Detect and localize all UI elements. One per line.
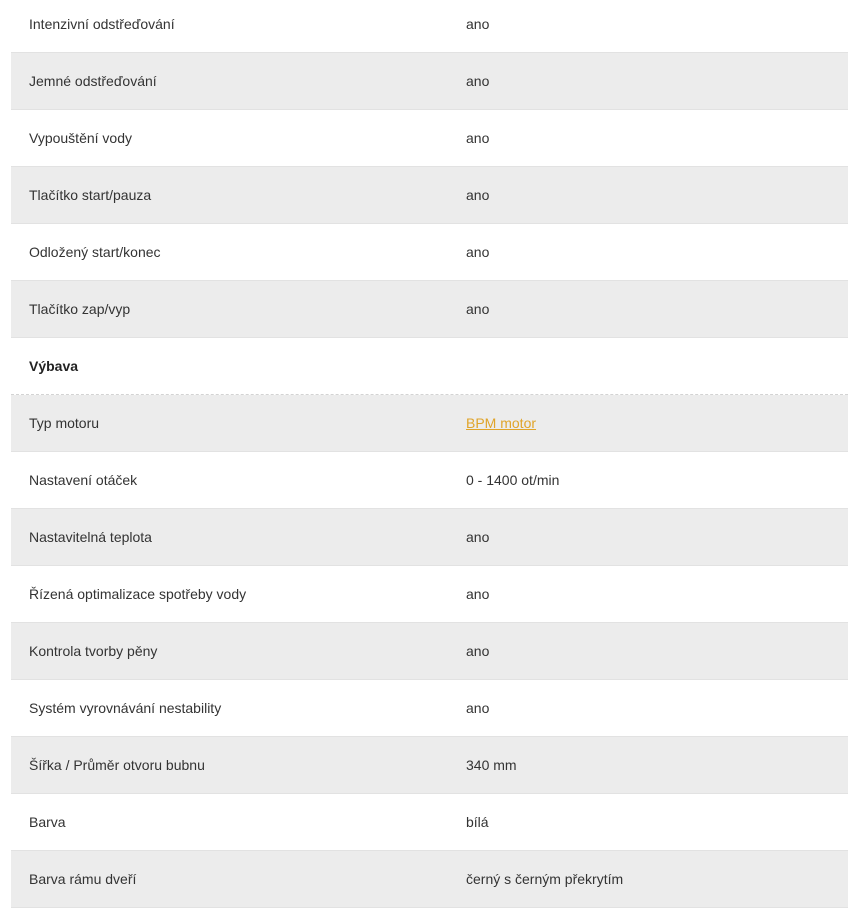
table-row bbox=[11, 509, 848, 566]
spec-value: ano bbox=[466, 529, 490, 545]
spec-value: bílá bbox=[466, 814, 489, 830]
table-row bbox=[11, 851, 848, 908]
table-row bbox=[11, 794, 848, 851]
spec-value: ano bbox=[466, 244, 490, 260]
spec-value: ano bbox=[466, 586, 490, 602]
spec-value: ano bbox=[466, 301, 490, 317]
spec-value bbox=[466, 415, 536, 431]
spec-value: ano bbox=[466, 130, 490, 146]
table-row bbox=[11, 167, 848, 224]
section-title: Výbava bbox=[29, 358, 79, 374]
spec-label: Systém vyrovnávání nestability bbox=[29, 700, 222, 716]
spec-value: ano bbox=[466, 16, 490, 32]
spec-label: Nastavení otáček bbox=[29, 472, 138, 488]
spec-value: ano bbox=[466, 700, 490, 716]
motor-type-link[interactable]: BPM motor bbox=[466, 415, 537, 431]
table-row bbox=[11, 623, 848, 680]
table-row bbox=[11, 680, 848, 737]
table-row bbox=[11, 0, 848, 53]
table-row bbox=[11, 53, 848, 110]
spec-label: Typ motoru bbox=[29, 415, 100, 431]
spec-label: Nastavitelná teplota bbox=[29, 529, 152, 545]
spec-value: černý s černým překrytím bbox=[466, 871, 624, 887]
spec-value: ano bbox=[466, 187, 490, 203]
table-row bbox=[11, 452, 848, 509]
table-row bbox=[11, 395, 848, 452]
spec-label: Tlačítko zap/vyp bbox=[29, 301, 131, 317]
table-row bbox=[11, 566, 848, 623]
spec-label: Tlačítko start/pauza bbox=[29, 187, 152, 203]
spec-label: Barva rámu dveří bbox=[29, 871, 137, 887]
spec-label: Řízená optimalizace spotřeby vody bbox=[29, 586, 247, 602]
table-row bbox=[11, 281, 848, 338]
spec-label: Vypouštění vody bbox=[29, 130, 132, 146]
spec-value: ano bbox=[466, 643, 490, 659]
spec-label: Barva bbox=[29, 814, 66, 830]
spec-value: 0 - 1400 ot/min bbox=[466, 472, 560, 488]
table-row bbox=[11, 110, 848, 167]
section-header-row bbox=[11, 338, 848, 395]
table-row bbox=[11, 737, 848, 794]
spec-label: Intenzivní odstřeďování bbox=[29, 16, 175, 32]
specification-table bbox=[11, 0, 848, 908]
spec-label: Šířka / Průměr otvoru bubnu bbox=[29, 757, 205, 773]
spec-label: Odložený start/konec bbox=[29, 244, 161, 260]
table-row bbox=[11, 224, 848, 281]
spec-value: ano bbox=[466, 73, 490, 89]
spec-label: Jemné odstřeďování bbox=[29, 73, 157, 89]
spec-label: Kontrola tvorby pěny bbox=[29, 643, 158, 659]
spec-value: 340 mm bbox=[466, 757, 517, 773]
